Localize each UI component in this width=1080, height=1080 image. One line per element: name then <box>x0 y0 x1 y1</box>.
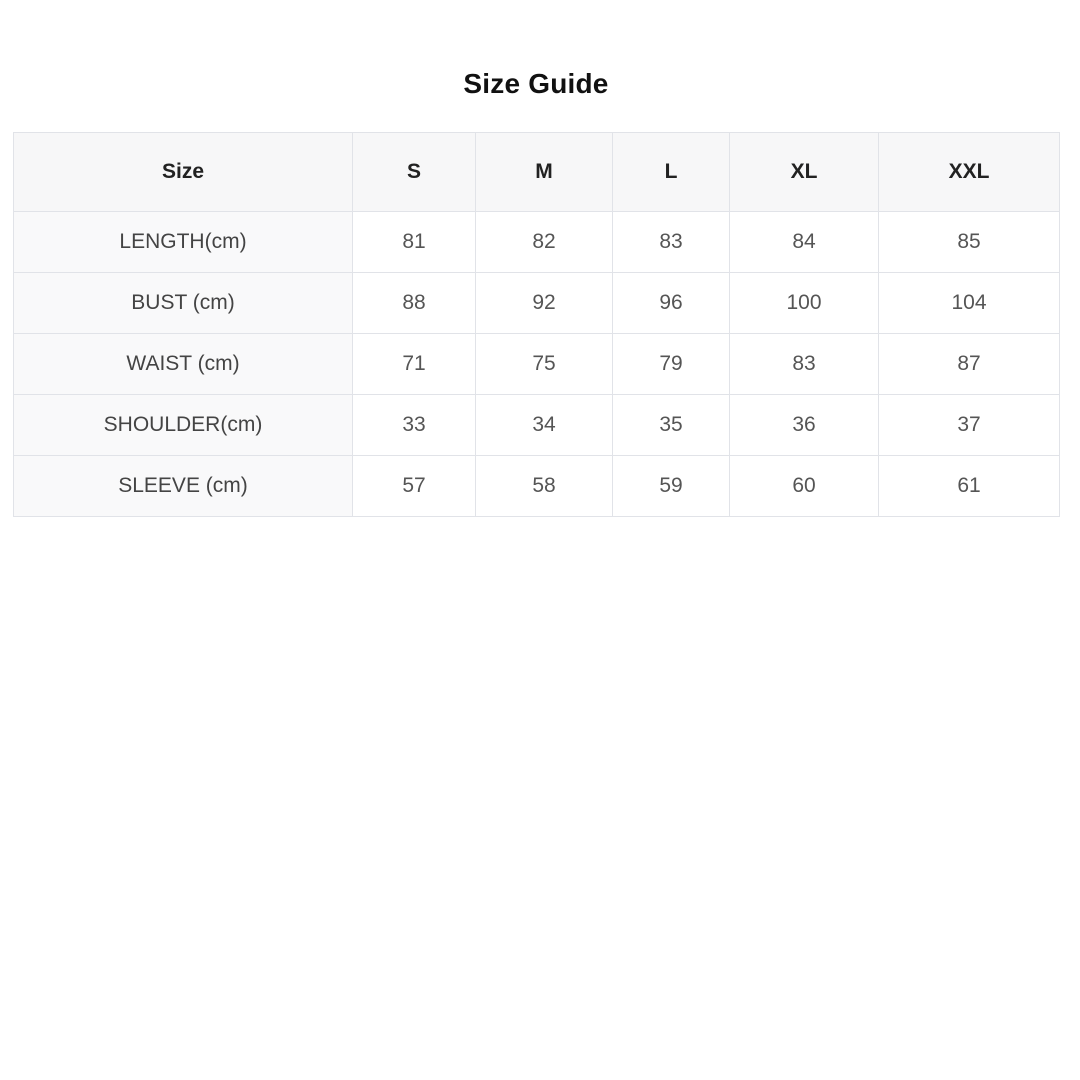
row-label-bust: BUST (cm) <box>14 273 353 334</box>
table-cell: 79 <box>613 334 730 395</box>
table-row <box>14 456 1060 517</box>
table-cell: 60 <box>730 456 879 517</box>
table-cell: 58 <box>476 456 613 517</box>
header-size: Size <box>14 133 353 212</box>
table-row <box>14 395 1060 456</box>
table-cell: 85 <box>879 212 1060 273</box>
table-cell: 87 <box>879 334 1060 395</box>
header-l: L <box>613 133 730 212</box>
table-row <box>14 273 1060 334</box>
table-cell: 34 <box>476 395 613 456</box>
table-cell: 33 <box>353 395 476 456</box>
table-cell: 83 <box>730 334 879 395</box>
table-cell: 57 <box>353 456 476 517</box>
table-row <box>14 334 1060 395</box>
table-cell: 104 <box>879 273 1060 334</box>
row-label-sleeve: SLEEVE (cm) <box>14 456 353 517</box>
table-cell: 96 <box>613 273 730 334</box>
header-xl: XL <box>730 133 879 212</box>
table-cell: 92 <box>476 273 613 334</box>
table-cell: 81 <box>353 212 476 273</box>
row-label-waist: WAIST (cm) <box>14 334 353 395</box>
table-cell: 82 <box>476 212 613 273</box>
table-cell: 100 <box>730 273 879 334</box>
page-title: Size Guide <box>463 68 609 99</box>
table-cell: 75 <box>476 334 613 395</box>
row-label-length: LENGTH(cm) <box>14 212 353 273</box>
table-cell: 35 <box>613 395 730 456</box>
table-cell: 84 <box>730 212 879 273</box>
header-m: M <box>476 133 613 212</box>
table-cell: 61 <box>879 456 1060 517</box>
table-cell: 59 <box>613 456 730 517</box>
table-cell: 71 <box>353 334 476 395</box>
header-xxl: XXL <box>879 133 1060 212</box>
size-guide-table <box>13 132 1060 517</box>
table-cell: 83 <box>613 212 730 273</box>
table-row <box>14 212 1060 273</box>
table-cell: 37 <box>879 395 1060 456</box>
table-cell: 36 <box>730 395 879 456</box>
header-s: S <box>353 133 476 212</box>
row-label-shoulder: SHOULDER(cm) <box>14 395 353 456</box>
table-header-row <box>14 133 1060 212</box>
table-cell: 88 <box>353 273 476 334</box>
